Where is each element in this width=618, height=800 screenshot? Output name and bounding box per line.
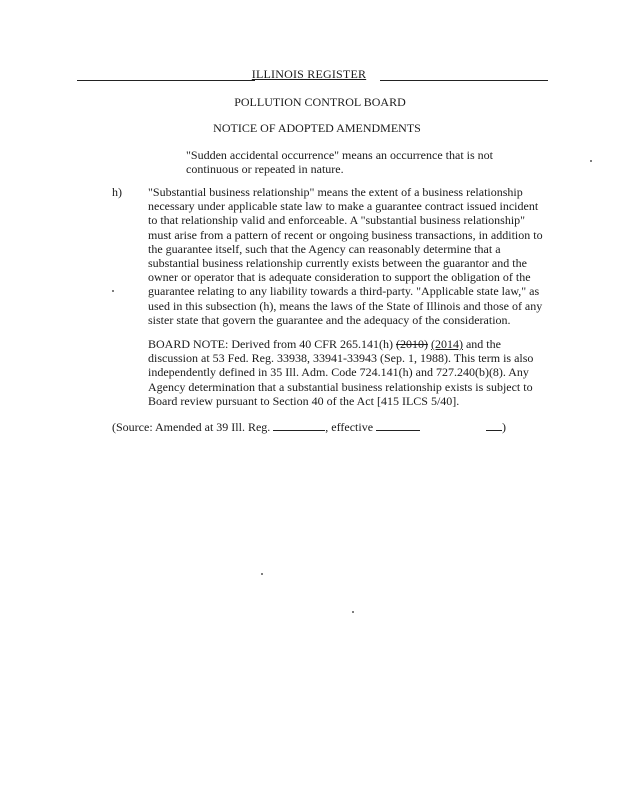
board-note-new-year: (2014) <box>430 337 463 351</box>
board-note-part2: and the discussion at 53 Fed. Reg. 33938, 33941-33943 (Sep. 1, 1988). This term is also independently defined in 35 Ill. Adm. Code 724.141(h) and 727.240(b)(8). Any Agency determination that a substantial business relationship exists is subject to Board review pursuant to Section 40 of the Act [415 ILCS 5/40]. <box>148 337 534 408</box>
board-title: POLLUTION CONTROL BOARD <box>234 95 406 109</box>
board-note-part1: BOARD NOTE: Derived from 40 CFR 265.141(h) <box>148 337 396 351</box>
scan-speck <box>352 611 354 613</box>
board-note-struck-year: (2010) <box>395 337 428 351</box>
register-title <box>0 67 618 82</box>
source-reg-blank <box>273 420 325 431</box>
source-prefix: (Source: Amended at 39 Ill. Reg. <box>112 420 274 434</box>
scan-speck <box>261 573 263 575</box>
scan-speck <box>590 160 592 162</box>
register-title-text: ILLINOIS REGISTER <box>251 67 367 81</box>
board-note <box>148 337 548 408</box>
source-end-blank <box>486 420 502 431</box>
source-middle: , effective <box>325 420 377 434</box>
subsection-label: h) <box>112 185 122 199</box>
source-date-blank <box>376 420 420 431</box>
source-suffix: ) <box>502 420 507 434</box>
scan-speck <box>112 290 114 292</box>
source-note <box>112 420 522 435</box>
sudden-occurrence-definition: "Sudden accidental occurrence" means an occurrence that is not continuous or repeated in nature. <box>186 148 493 177</box>
substantial-business-relationship-definition: "Substantial business relationship" means the extent of a business relationship necessary under applicable state law to make a guarantee contract issued incident to that relationship valid and enforceable. A "substantial business relationship" must arise from a pattern of recent or ongoing business transactions, in addition to the guarantee itself, such that the Agency can reasonably determine that a substantial business relationship currently exists between the guarantor and the owner or operator that is adequate consideration to support the obligation of the guarantee relating to any liability towards a third-party. "Applicable state law," as used in this subsection (h), means the laws of the State of Illinois and those of any sister state that govern the guarantee and the adequacy of the consideration. <box>148 185 543 327</box>
notice-title: NOTICE OF ADOPTED AMENDMENTS <box>213 121 421 135</box>
